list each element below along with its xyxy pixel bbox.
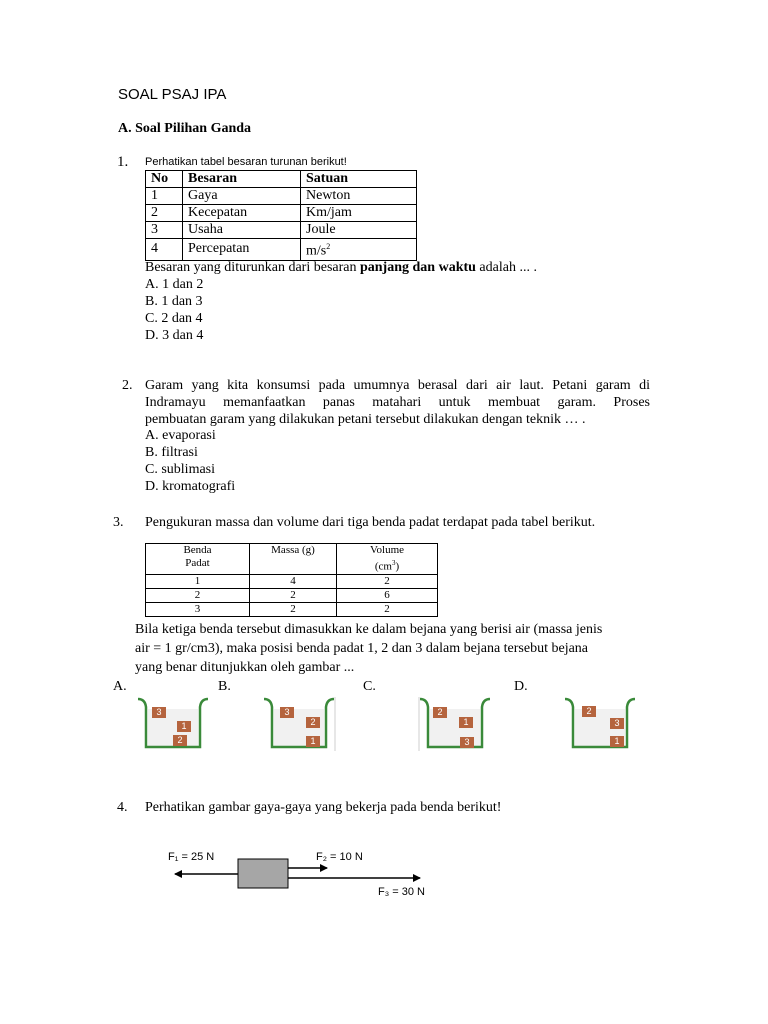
cell: 1: [146, 574, 250, 588]
cell: Km/jam: [301, 205, 417, 222]
q3-table: [145, 543, 438, 617]
section-heading: A. Soal Pilihan Ganda: [118, 121, 252, 136]
table-header-row: [146, 544, 438, 575]
beaker-icon: [565, 697, 639, 751]
cell: Kecepatan: [183, 205, 301, 222]
force-diagram: [165, 848, 445, 903]
q3-option-b[interactable]: B.: [218, 679, 231, 694]
beaker-option-c[interactable]: [418, 697, 492, 751]
solid-block-middle: 2: [306, 717, 320, 728]
solid-block-top: 3: [280, 707, 294, 718]
q3-option-a[interactable]: A.: [113, 679, 127, 694]
table-row: [146, 239, 417, 261]
beaker-icon: [418, 697, 492, 751]
q4-stem: Perhatikan gambar gaya-gaya yang bekerja pada benda berikut!: [145, 800, 502, 815]
cell: 2: [250, 602, 337, 616]
col-header-massa: Massa (g): [250, 544, 337, 575]
doc-title: SOAL PSAJ IPA: [118, 86, 227, 103]
q2-number: 2.: [122, 378, 133, 393]
cell: 2: [337, 574, 438, 588]
table-row: [146, 602, 438, 616]
solid-block-bottom: 1: [306, 736, 320, 747]
q3-line-1: Bila ketiga benda tersebut dimasukkan ke dalam bejana yang berisi air (massa jenis: [135, 622, 603, 637]
table-row: [146, 588, 438, 602]
cell: 3: [146, 222, 183, 239]
q3-line-2: air = 1 gr/cm3), maka posisi benda padat 1, 2 dan 3 dalam bejana tersebut bejana: [135, 641, 589, 656]
q1-option-c[interactable]: C. 2 dan 4: [145, 311, 203, 326]
q1-option-d[interactable]: D. 3 dan 4: [145, 328, 204, 343]
table-row: [146, 574, 438, 588]
q2-line-3: pembuatan garam yang dilakukan petani tersebut dilakukan dengan teknik … .: [145, 412, 586, 427]
force-label-f3: F₃ = 30 N: [378, 886, 425, 898]
object-block: [238, 859, 288, 888]
table-row: [146, 188, 417, 205]
cell: Usaha: [183, 222, 301, 239]
header-text: Padat: [185, 557, 210, 569]
beaker-option-a[interactable]: [138, 697, 208, 751]
cell: 3: [146, 602, 250, 616]
q3-option-c[interactable]: C.: [363, 679, 376, 694]
cell: 2: [337, 602, 438, 616]
q2-option-d[interactable]: D. kromatografi: [145, 479, 236, 494]
q1-stem-post: adalah ... .: [475, 260, 537, 275]
q1-number: 1.: [117, 154, 129, 170]
q1-option-b[interactable]: B. 1 dan 3: [145, 294, 203, 309]
beaker-icon: [264, 697, 336, 751]
header-text: Volume: [369, 544, 405, 556]
q3-option-d[interactable]: D.: [514, 679, 528, 694]
col-header-no: No: [146, 171, 183, 188]
q2-line-1: Garam yang kita konsumsi pada umumnya berasal dari air laut. Petani garam di: [145, 378, 650, 393]
solid-block-middle: 1: [177, 721, 191, 732]
beaker-option-d[interactable]: [565, 697, 639, 751]
cell: 4: [250, 574, 337, 588]
cell: [301, 239, 417, 261]
beaker-option-b[interactable]: [264, 697, 336, 751]
cell: 2: [250, 588, 337, 602]
cell: Joule: [301, 222, 417, 239]
header-text: (cm: [374, 560, 392, 573]
col-header-benda: [146, 544, 250, 575]
q1-intro: Perhatikan tabel besaran turunan berikut!: [145, 156, 347, 168]
cell: 6: [337, 588, 438, 602]
q2-option-a[interactable]: A. evaporasi: [145, 428, 216, 443]
unit-superscript: 2: [326, 242, 331, 251]
q1-stem-bold: panjang dan waktu: [359, 260, 476, 275]
q2-line-2: Indramayu memanfaatkan panas matahari untuk membuat garam. Proses: [145, 395, 650, 410]
force-label-f2: F₂ = 10 N: [316, 851, 363, 863]
q3-stem: Pengukuran massa dan volume dari tiga benda padat terdapat pada tabel berikut.: [145, 515, 596, 530]
solid-block-top: 3: [152, 707, 166, 718]
q3-line-3: yang benar ditunjukkan oleh gambar ...: [135, 660, 355, 675]
solid-block-bottom: 3: [460, 737, 474, 748]
table-row: [146, 205, 417, 222]
q2-option-b[interactable]: B. filtrasi: [145, 445, 198, 460]
table-row: [146, 222, 417, 239]
header-text: Benda: [183, 544, 212, 556]
q1-stem: [145, 259, 537, 276]
header-text: ): [395, 560, 400, 573]
col-header-volume: [337, 544, 438, 575]
q1-stem-pre: Besaran yang diturunkan dari besaran: [145, 260, 360, 275]
header-superscript: 3: [391, 559, 396, 567]
solid-block-bottom: 1: [610, 736, 624, 747]
cell: Gaya: [183, 188, 301, 205]
q1-table: [145, 170, 417, 261]
cell: 2: [146, 205, 183, 222]
force-label-f1: F₁ = 25 N: [168, 851, 215, 863]
solid-block-top: 2: [433, 707, 447, 718]
cell: 2: [146, 588, 250, 602]
col-header-satuan: Satuan: [301, 171, 417, 188]
cell: Newton: [301, 188, 417, 205]
q1-option-a[interactable]: A. 1 dan 2: [145, 277, 204, 292]
solid-block-top: 2: [582, 706, 596, 717]
q4-number: 4.: [117, 800, 128, 815]
unit-text: m/s: [306, 243, 327, 259]
cell: Percepatan: [183, 239, 301, 261]
solid-block-bottom: 2: [173, 735, 187, 746]
col-header-besaran: Besaran: [183, 171, 301, 188]
table-header-row: [146, 171, 417, 188]
solid-block-middle: 1: [459, 717, 473, 728]
q3-number: 3.: [113, 515, 124, 530]
q2-option-c[interactable]: C. sublimasi: [145, 462, 216, 477]
solid-block-middle: 3: [610, 718, 624, 729]
cell: 1: [146, 188, 183, 205]
cell: 4: [146, 239, 183, 261]
